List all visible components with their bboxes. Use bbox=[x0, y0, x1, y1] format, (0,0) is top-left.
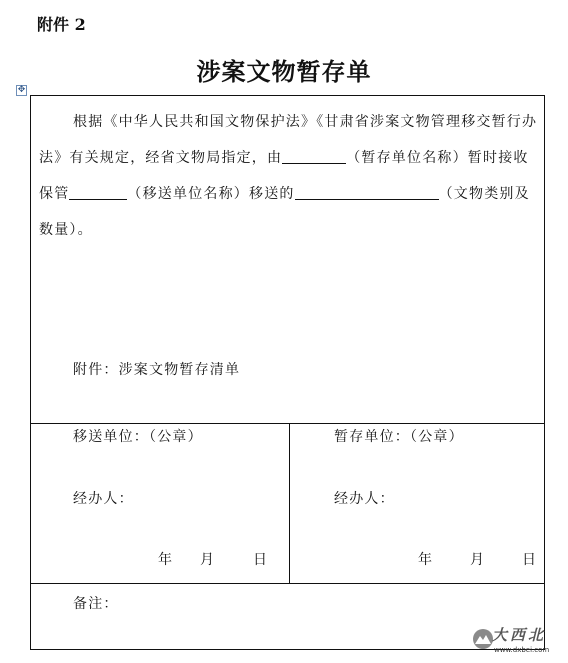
watermark-url: www.dxbei.com bbox=[494, 646, 550, 654]
blank-transfer-unit[interactable] bbox=[69, 185, 127, 200]
storage-unit-label: 暂存单位：（公章） bbox=[334, 429, 464, 445]
blank-relic-category-continued[interactable] bbox=[379, 185, 439, 200]
attachment-label: 附件 2 bbox=[37, 15, 86, 34]
table-move-handle-icon[interactable]: ✥ bbox=[17, 85, 26, 95]
remarks-label: 备注： bbox=[73, 596, 119, 612]
body-segment-3: （移送单位名称）移送的 bbox=[127, 186, 295, 202]
document-title: 涉案文物暂存单 bbox=[196, 57, 372, 86]
body-paragraph bbox=[39, 104, 539, 248]
main-content-cell bbox=[31, 96, 544, 424]
blank-relic-category[interactable] bbox=[295, 185, 379, 200]
transfer-date-month: 月 bbox=[200, 552, 214, 568]
attachment-note: 附件：涉案文物暂存清单 bbox=[73, 362, 241, 378]
blank-storage-unit[interactable] bbox=[282, 149, 346, 164]
body-segment-4: （文物类别及数量）。 bbox=[39, 186, 530, 238]
storage-date-day: 日 bbox=[522, 552, 536, 568]
signature-row bbox=[31, 423, 544, 584]
form-table bbox=[30, 95, 545, 650]
storage-handler-label: 经办人： bbox=[334, 491, 395, 507]
body-segment-1: 根据《中华人民共和国文物保护法》《甘肃省涉案文物管理移交暂行办法》有关规定，经省文物局指定，由 bbox=[39, 114, 538, 166]
mountain-logo-icon bbox=[472, 628, 494, 650]
watermark-text: 大西北 bbox=[492, 626, 547, 644]
storage-date-year: 年 bbox=[418, 552, 432, 568]
watermark bbox=[470, 622, 566, 662]
body-segment-2: （暂存单位名称）暂时接收保管 bbox=[39, 150, 529, 202]
transfer-handler-label: 经办人： bbox=[73, 491, 134, 507]
transfer-date-day: 日 bbox=[253, 552, 267, 568]
transfer-unit-label: 移送单位：（公章） bbox=[73, 429, 203, 445]
column-divider bbox=[289, 423, 290, 583]
transfer-date-year: 年 bbox=[158, 552, 172, 568]
storage-date-month: 月 bbox=[470, 552, 484, 568]
